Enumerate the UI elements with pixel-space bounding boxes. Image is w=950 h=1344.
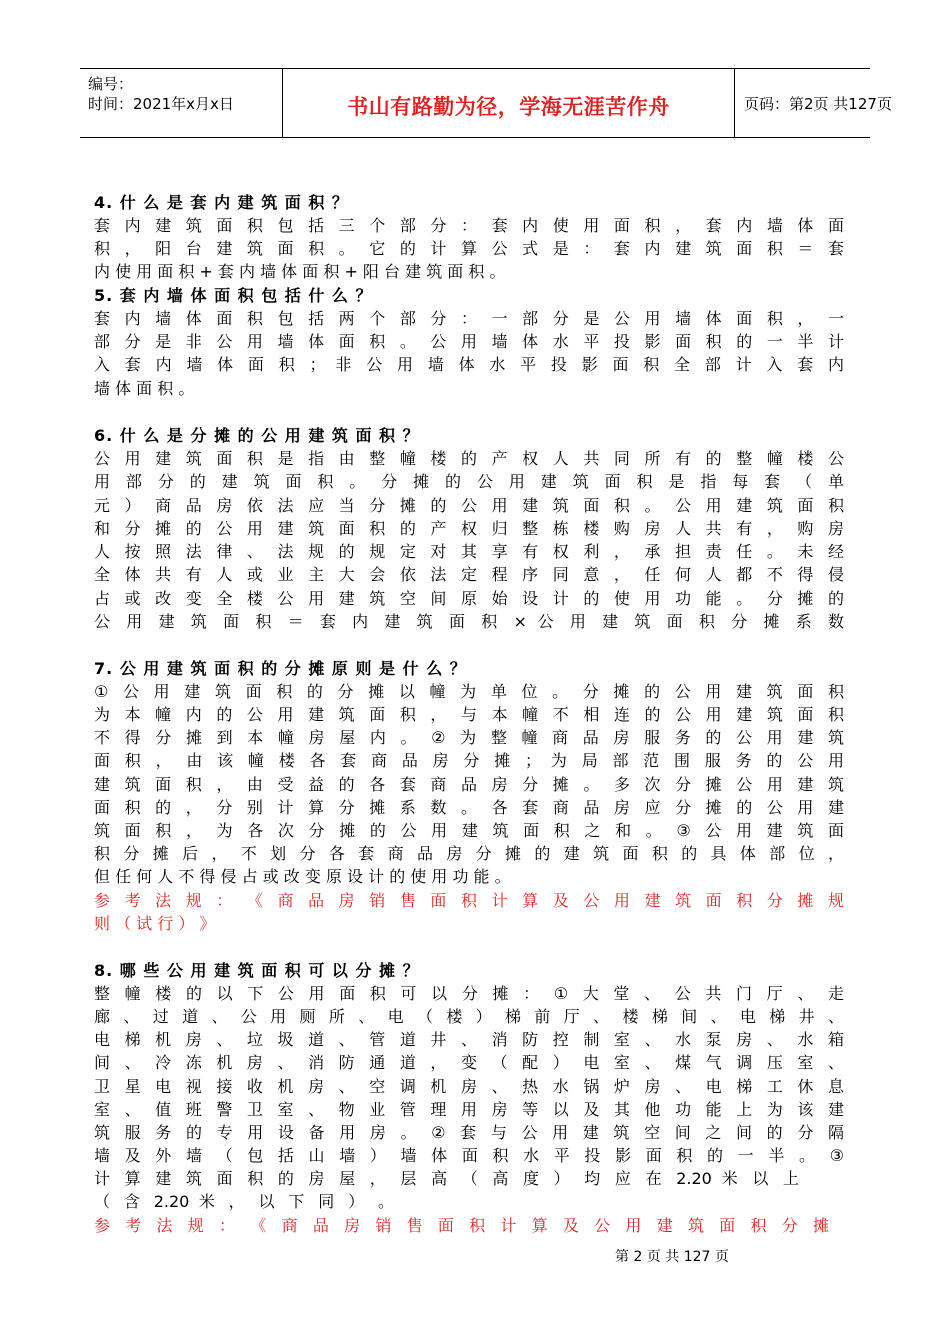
question-heading-5: 5. 套 内 墙 体 面 积 包 括 什 么 ？ [94,286,373,305]
paragraph-line: 但 任 何 人 不 得 侵 占 或 改 变 原 设 计 的 使 用 功 能 。 [94,867,511,886]
paragraph-line: 室 、 值 班 警 卫 室 、 物 业 管 理 用 房 等 以 及 其 他 功 能 上 为 该 建 [94,1100,844,1119]
paragraph-line: 积 ， 阳 台 建 筑 面 积 。 它 的 计 算 公 式 是 ： 套 内 建 筑 面 积 ＝ 套 [94,239,844,258]
paragraph-line: 人 按 照 法 律 、 法 规 的 规 定 对 其 享 有 权 利 ， 承 担 责 任 。 未 经 [94,542,844,561]
paragraph-line: 部 分 是 非 公 用 墙 体 面 积 。 公 用 墙 体 水 平 投 影 面 积 的 一 半 计 [94,332,844,351]
paragraph-line: 间 、 冷 冻 机 房 、 消 防 通 道 ， 变 （ 配 ） 电 室 、 煤 气 调 压 室 、 [94,1053,844,1072]
paragraph-line: 全 体 共 有 人 或 业 主 大 会 依 法 定 程 序 同 意 ， 任 何 人 都 不 得 侵 [94,565,844,584]
doc-date-label: 时间：2021年x月x日 [88,95,234,113]
question-heading-6: 6. 什 么 是 分 摊 的 公 用 建 筑 面 积 ？ [94,426,420,445]
paragraph-line: 墙 体 面 积 。 [94,379,195,398]
paragraph-line: 元 ） 商 品 房 依 法 应 当 分 摊 的 公 用 建 筑 面 积 。 公 用 建 筑 面 积 [94,496,844,515]
paragraph-line: 面 积 的 ， 分 别 计 算 分 摊 系 数 。 各 套 商 品 房 应 分 摊 的 公 用 建 [94,798,844,817]
paragraph-line: 入 套 内 墙 体 面 积 ； 非 公 用 墙 体 水 平 投 影 面 积 全 部 计 入 套 内 [94,355,844,374]
reference-regulation-line: 参 考 法 规 ： 《 商 品 房 销 售 面 积 计 算 及 公 用 建 筑 面 积 分 摊 [94,1216,829,1235]
paragraph-line: ① 公 用 建 筑 面 积 的 分 摊 以 幢 为 单 位 。 分 摊 的 公 用 建 筑 面 积 [94,682,844,701]
paragraph-line: 廊 、 过 道 、 公 用 厕 所 、 电 （ 楼 ） 梯 前 厅 、 楼 梯 间 、 电 梯 井 、 [94,1007,844,1026]
paragraph-line: 整 幢 楼 的 以 下 公 用 面 积 可 以 分 摊 ： ① 大 堂 、 公 共 门 厅 、 走 [94,984,844,1003]
paragraph-line: 面 积 ， 由 该 幢 楼 各 套 商 品 房 分 摊 ； 为 局 部 范 围 服 务 的 公 用 [94,751,844,770]
paragraph-line: 筑 服 务 的 专 用 设 备 用 房 。 ② 套 与 公 用 建 筑 空 间 之 间 的 分 隔 [94,1123,844,1142]
header-meta-cell [80,69,282,137]
paragraph-line: 和 分 摊 的 公 用 建 筑 面 积 的 产 权 归 整 栋 楼 购 房 人 共 有 ， 购 房 [94,519,844,538]
reference-regulation-line: 则 （ 试 行 ） 》 [94,914,216,933]
reference-regulation-line: 参 考 法 规 ： 《 商 品 房 销 售 面 积 计 算 及 公 用 建 筑 面 积 分 摊 规 [94,891,844,910]
header-motto: 书山有路勤为径，学海无涯苦作舟 [347,95,670,119]
paragraph-line: 筑 面 积 ， 为 各 次 分 摊 的 公 用 建 筑 面 积 之 和 。 ③ 公 用 建 筑 面 [94,821,844,840]
paragraph-line: 卫 星 电 视 接 收 机 房 、 空 调 机 房 、 热 水 锅 炉 房 、 电 梯 工 休 息 [94,1077,844,1096]
question-heading-8: 8. 哪 些 公 用 建 筑 面 积 可 以 分 摊 ？ [94,961,420,980]
page-footer: 第 2 页 共 127 页 [615,1249,729,1265]
paragraph-line: 公 用 建 筑 面 积 ＝ 套 内 建 筑 面 积 × 公 用 建 筑 面 积 分 摊 系 数 [94,612,844,631]
paragraph-line: 建 筑 面 积 ， 由 受 益 的 各 套 商 品 房 分 摊 。 多 次 分 摊 公 用 建 筑 [94,775,844,794]
paragraph-line: 占 或 改 变 全 楼 公 用 建 筑 空 间 原 始 设 计 的 使 用 功 能 。 分 摊 的 [94,589,844,608]
paragraph-line: 积 分 摊 后 ， 不 划 分 各 套 商 品 房 分 摊 的 建 筑 面 积 的 具 体 部 位 ， [94,844,844,863]
header-page-cell [734,69,892,137]
paragraph-line: 不 得 分 摊 到 本 幢 房 屋 内 。 ② 为 整 幢 商 品 房 服 务 的 公 用 建 筑 [94,728,844,747]
paragraph-line: 墙 及 外 墙 （ 包 括 山 墙 ） 墙 体 面 积 水 平 投 影 面 积 的 一 半 。 ③ [94,1146,844,1165]
paragraph-line: 套 内 墙 体 面 积 包 括 两 个 部 分 ： 一 部 分 是 公 用 墙 体 面 积 ， 一 [94,309,844,328]
paragraph-line: 为 本 幢 内 的 公 用 建 筑 面 积 ， 与 本 幢 不 相 连 的 公 用 建 筑 面 积 [94,705,844,724]
header-page-info: 页码：第2页 共127页 [744,95,892,113]
header-table [80,68,892,138]
paragraph-line: 用 部 分 的 建 筑 面 积 。 分 摊 的 公 用 建 筑 面 积 是 指 每 套 （ 单 [94,472,844,491]
paragraph-line: 电 梯 机 房 、 垃 圾 道 、 管 道 井 、 消 防 控 制 室 、 水 泵 房 、 水 箱 [94,1030,844,1049]
paragraph-line: 公 用 建 筑 面 积 是 指 由 整 幢 楼 的 产 权 人 共 同 所 有 的 整 幢 楼 公 [94,449,844,468]
paragraph-line: 套 内 建 筑 面 积 包 括 三 个 部 分 ： 套 内 使 用 面 积 ， 套 内 墙 体 面 [94,216,844,235]
paragraph-line: 内 使 用 面 积 + 套 内 墙 体 面 积 + 阳 台 建 筑 面 积 。 [94,262,506,281]
question-heading-4: 4. 什 么 是 套 内 建 筑 面 积 ？ [94,193,349,212]
header-motto-cell [282,69,735,137]
paragraph-line: 计 算 建 筑 面 积 的 房 屋 ， 层 高 （ 高 度 ） 均 应 在 2.20 米 以 上 [94,1169,799,1188]
question-heading-7: 7. 公 用 建 筑 面 积 的 分 摊 原 则 是 什 么 ？ [94,659,467,678]
doc-number-label: 编号： [88,75,134,93]
paragraph-line: （ 含 2.20 米 ， 以 下 同 ） 。 [94,1192,394,1211]
